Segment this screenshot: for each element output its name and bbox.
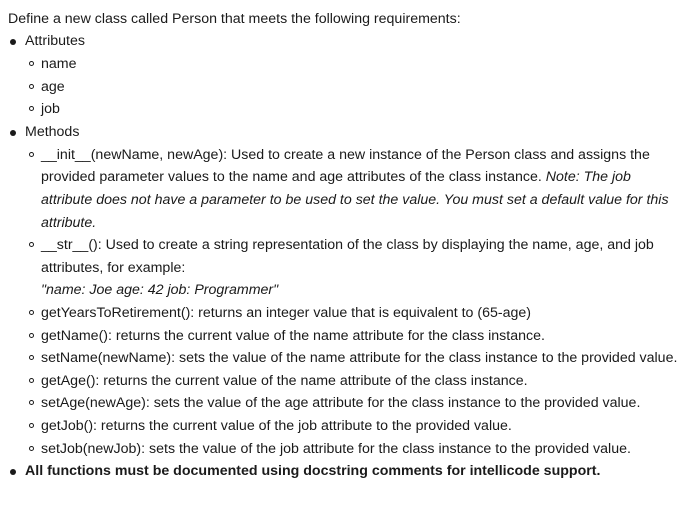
attribute-age: age bbox=[41, 78, 65, 95]
method-item bbox=[25, 392, 689, 415]
method-set-name: setName(newName): sets the value of the name attribute for the class instance to the provided value. bbox=[41, 350, 678, 367]
circle-bullet-icon bbox=[29, 61, 34, 66]
attributes-list bbox=[25, 53, 689, 121]
method-init-text: __init__(newName, newAge): Used to create a new instance of the Person class and assigns the provided parameter values to the name and age attributes of the class instance. bbox=[41, 146, 650, 186]
attribute-item bbox=[25, 76, 689, 99]
circle-bullet-icon bbox=[29, 84, 34, 89]
circle-bullet-icon bbox=[29, 310, 34, 315]
bullet-icon bbox=[10, 469, 16, 475]
method-get-job: getJob(): returns the current value of the job attribute to the provided value. bbox=[41, 417, 512, 434]
circle-bullet-icon bbox=[29, 106, 34, 111]
attribute-item bbox=[25, 53, 689, 76]
requirements-list bbox=[0, 30, 689, 483]
circle-bullet-icon bbox=[29, 423, 34, 428]
method-get-name: getName(): returns the current value of the name attribute for the class instance. bbox=[41, 327, 545, 344]
method-str-text: __str__(): Used to create a string representation of the class by displaying the name, age, and job attributes, for example: bbox=[41, 237, 654, 276]
circle-bullet-icon bbox=[29, 400, 34, 405]
method-item bbox=[25, 302, 689, 325]
circle-bullet-icon bbox=[29, 446, 34, 451]
method-str bbox=[25, 234, 689, 302]
method-item bbox=[25, 325, 689, 348]
attribute-name: name bbox=[41, 56, 77, 72]
methods-list bbox=[25, 144, 689, 460]
method-item bbox=[25, 438, 689, 461]
attributes-label: Attributes bbox=[25, 33, 85, 49]
docstring-item bbox=[0, 460, 689, 483]
docstring-requirement: All functions must be documented using docstring comments for intellicode support. bbox=[25, 463, 601, 480]
method-init-note: Note: The job attribute does not have a parameter to be used to set the value. You must set a default value for this attribute. bbox=[41, 169, 669, 231]
attribute-item bbox=[25, 98, 689, 121]
circle-bullet-icon bbox=[29, 333, 34, 338]
method-item bbox=[25, 370, 689, 393]
method-str-example: "name: Joe age: 42 job: Programmer" bbox=[41, 282, 279, 299]
attributes-item bbox=[0, 30, 689, 121]
method-set-age: setAge(newAge): sets the value of the age attribute for the class instance to the provided value. bbox=[41, 395, 641, 412]
bullet-icon bbox=[10, 130, 16, 136]
method-set-job: setJob(newJob): sets the value of the job attribute for the class instance to the provided value. bbox=[41, 440, 631, 457]
intro-text: Define a new class called Person that meets the following requirements: bbox=[8, 11, 461, 27]
circle-bullet-icon bbox=[29, 152, 34, 157]
bullet-icon bbox=[10, 39, 16, 45]
method-item bbox=[25, 415, 689, 438]
method-get-years: getYearsToRetirement(): returns an integer value that is equivalent to (65-age) bbox=[41, 304, 531, 321]
attribute-job: job bbox=[41, 101, 60, 118]
methods-label: Methods bbox=[25, 123, 80, 140]
method-item bbox=[25, 347, 689, 370]
method-init bbox=[25, 144, 689, 234]
method-get-age: getAge(): returns the current value of the name attribute of the class instance. bbox=[41, 372, 528, 389]
circle-bullet-icon bbox=[29, 378, 34, 383]
methods-item bbox=[0, 121, 689, 460]
circle-bullet-icon bbox=[29, 355, 34, 360]
circle-bullet-icon bbox=[29, 242, 34, 247]
